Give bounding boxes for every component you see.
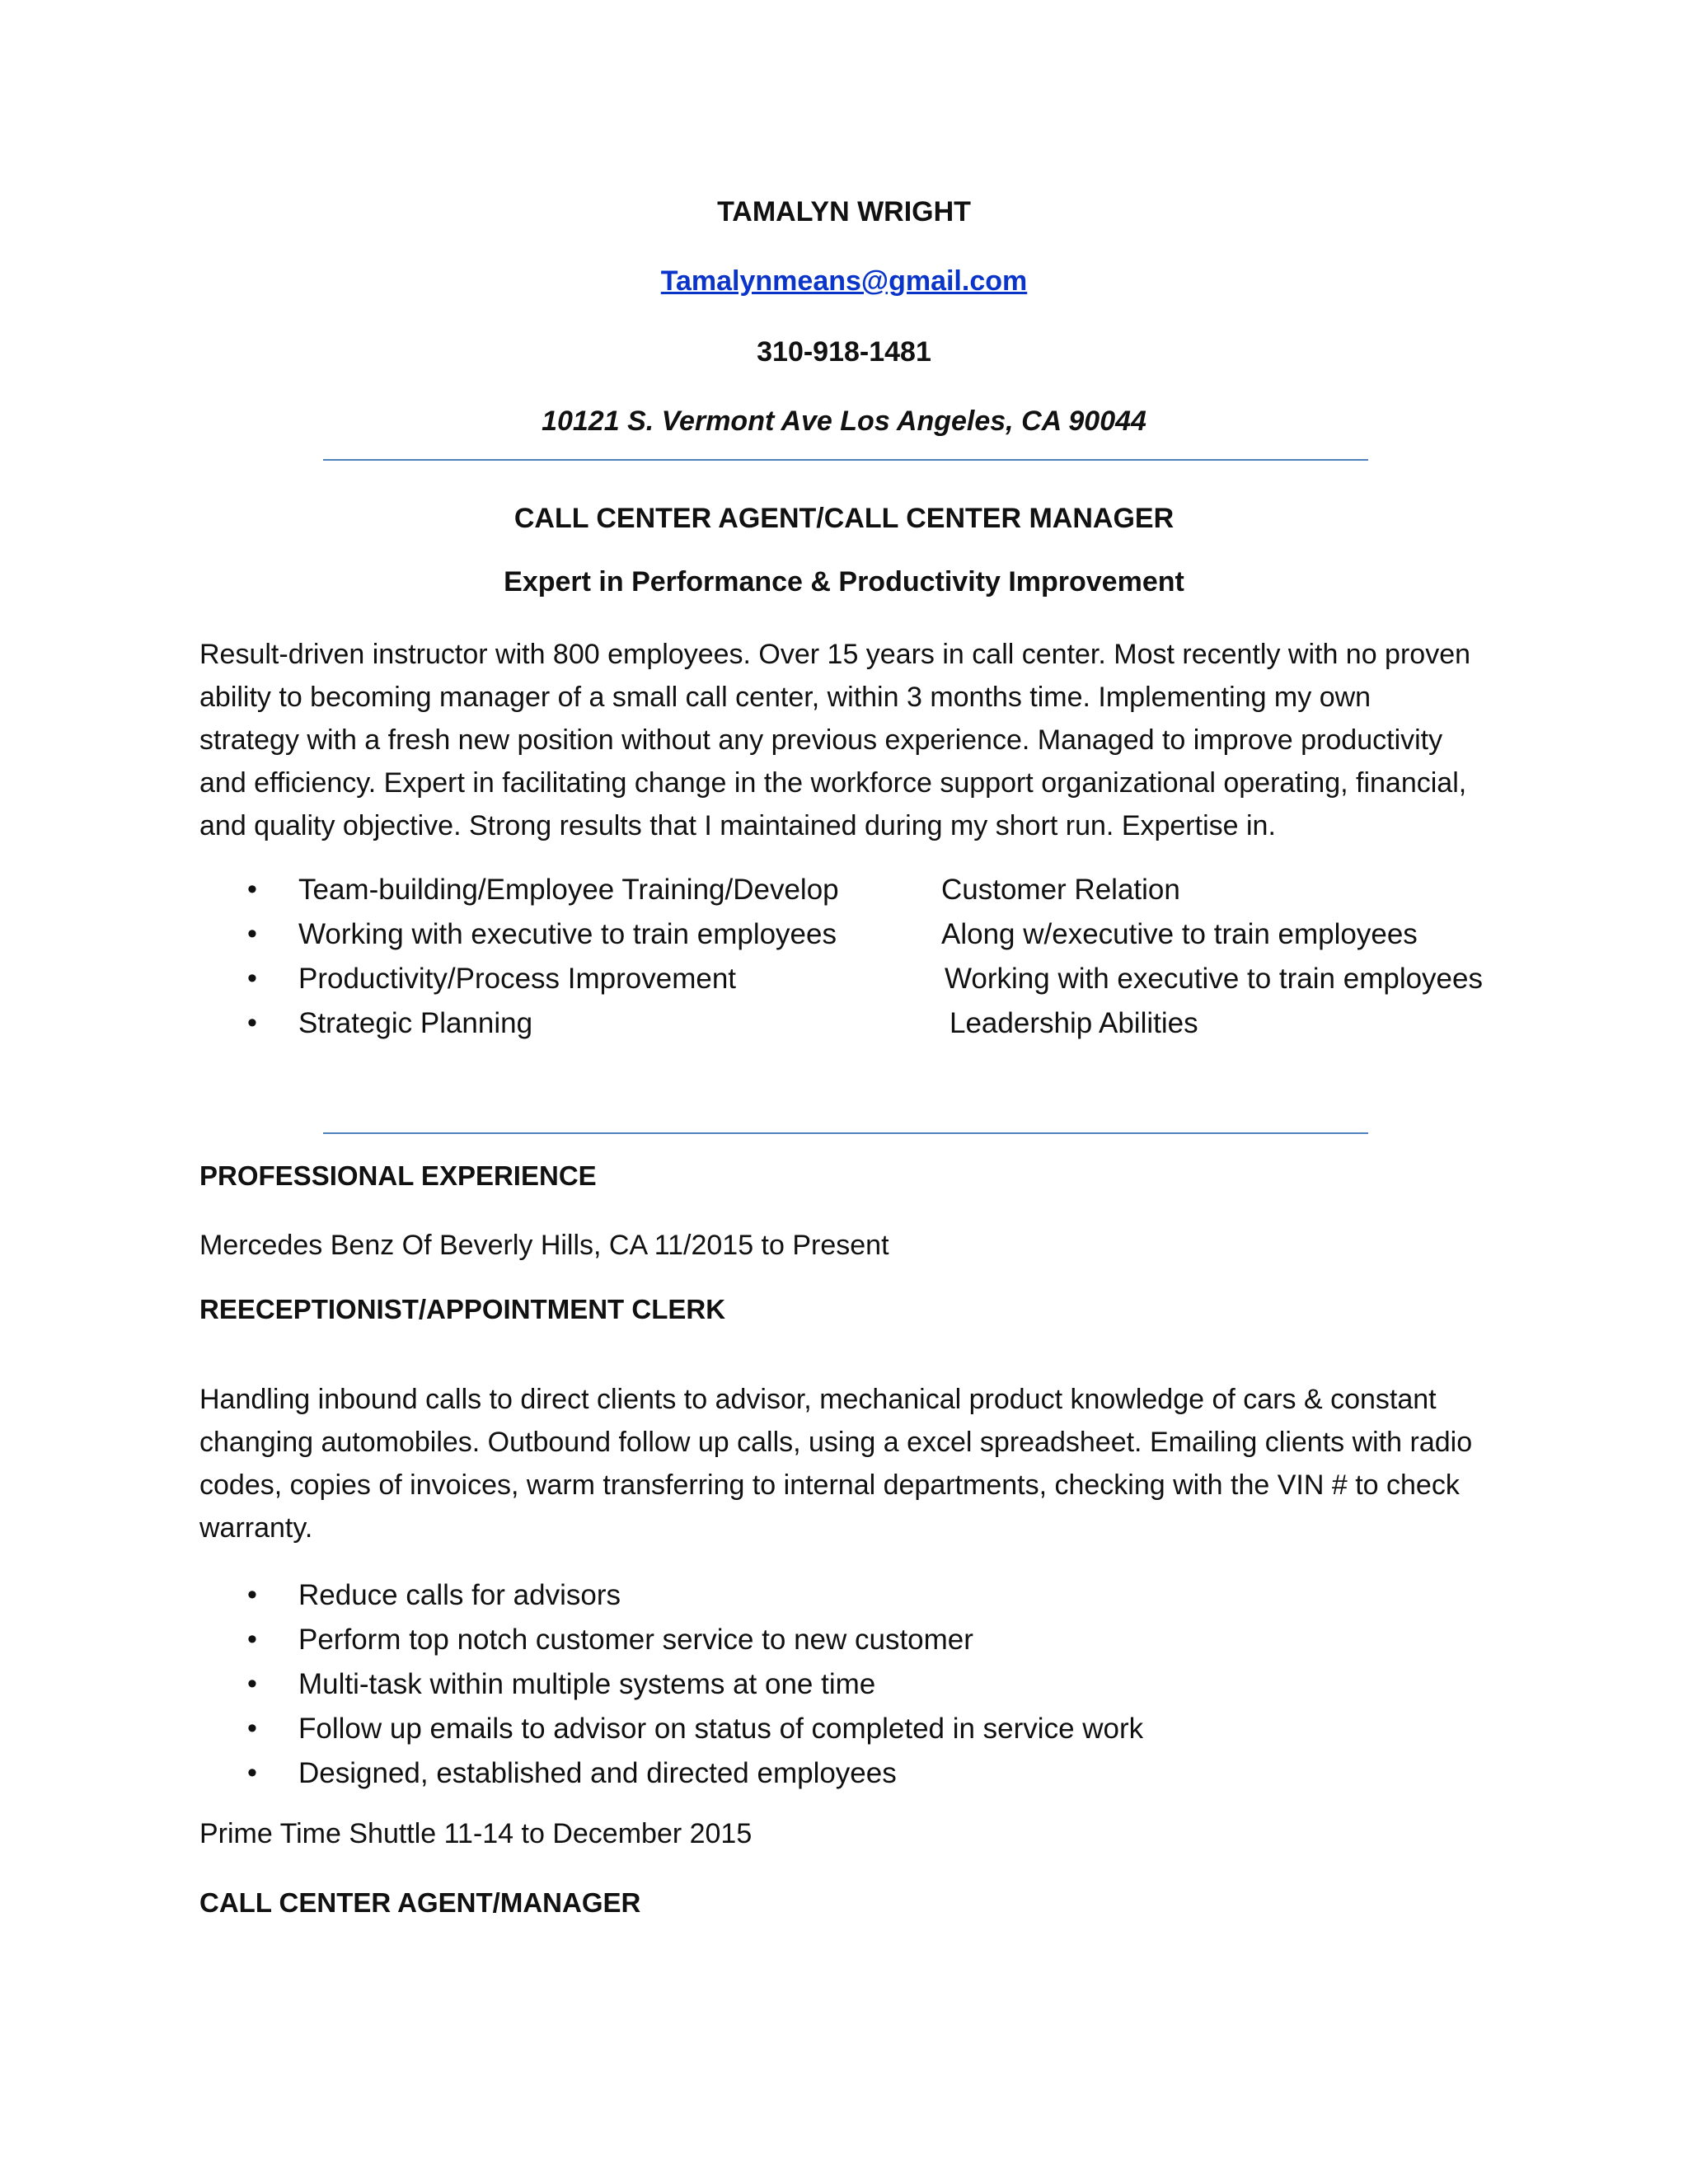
bullet-icon: • <box>247 1757 257 1788</box>
job-bullets <box>0 1579 1688 1802</box>
summary-paragraph <box>199 633 1502 847</box>
skills-list <box>0 874 1688 1052</box>
job-description <box>199 1378 1502 1549</box>
header-divider <box>323 459 1368 461</box>
summary-line: ability to becoming manager of a small call center, within 3 months time. Implementing my own <box>199 682 1372 713</box>
bullet-icon: • <box>247 963 257 994</box>
bullet-icon: • <box>247 1713 257 1744</box>
list-item-text: Multi-task within multiple systems at one time <box>298 1668 876 1700</box>
list-item-text: Designed, established and directed employees <box>298 1757 897 1789</box>
description-line: codes, copies of invoices, warm transferring to internal departments, checking with the VIN # to check <box>199 1469 1460 1501</box>
bullet-icon: • <box>247 1668 257 1699</box>
section-title-experience: PROFESSIONAL EXPERIENCE <box>199 1160 597 1191</box>
applicant-name: TAMALYN WRIGHT <box>717 196 971 227</box>
address: 10121 S. Vermont Ave Los Angeles, CA 90044 <box>542 405 1146 437</box>
list-item-text: Perform top notch customer service to new customer <box>298 1624 973 1656</box>
bullet-icon: • <box>247 1624 257 1655</box>
list-item-text: Follow up emails to advisor on status of completed in service work <box>298 1713 1144 1745</box>
skill-row <box>0 918 1688 963</box>
list-item <box>0 1624 1688 1668</box>
skill-right: Working with executive to train employees <box>945 963 1483 995</box>
job-role: CALL CENTER AGENT/MANAGER <box>199 1887 641 1918</box>
bullet-icon: • <box>247 918 257 949</box>
skill-row <box>0 1007 1688 1052</box>
job-company: Prime Time Shuttle 11-14 to December 2015 <box>199 1818 753 1849</box>
section-divider <box>323 1132 1368 1134</box>
skill-left: Team-building/Employee Training/Develop <box>298 874 839 906</box>
resume-subtitle: Expert in Performance & Productivity Improvement <box>504 566 1184 598</box>
bullet-icon: • <box>247 874 257 905</box>
skill-row <box>0 963 1688 1007</box>
description-line: Handling inbound calls to direct clients to advisor, mechanical product knowledge of cars & constant <box>199 1384 1437 1415</box>
list-item <box>0 1713 1688 1757</box>
email-link[interactable]: Tamalynmeans@gmail.com <box>660 265 1028 297</box>
phone-number: 310-918-1481 <box>757 336 931 368</box>
summary-line: Result-driven instructor with 800 employees. Over 15 years in call center. Most recently with no proven <box>199 639 1471 670</box>
skill-right: Along w/executive to train employees <box>941 918 1418 950</box>
list-item <box>0 1757 1688 1802</box>
bullet-icon: • <box>247 1007 257 1038</box>
summary-line: and efficiency. Expert in facilitating change in the workforce support organizational operating, financial, <box>199 767 1467 799</box>
bullet-icon: • <box>247 1579 257 1610</box>
skill-row <box>0 874 1688 918</box>
job-company: Mercedes Benz Of Beverly Hills, CA 11/2015 to Present <box>199 1230 889 1261</box>
job-role: REECEPTIONIST/APPOINTMENT CLERK <box>199 1294 726 1324</box>
resume-title: CALL CENTER AGENT/CALL CENTER MANAGER <box>513 503 1175 534</box>
summary-line: and quality objective. Strong results that I maintained during my short run. Expertise in. <box>199 810 1276 841</box>
description-line: warranty. <box>199 1512 313 1544</box>
list-item <box>0 1668 1688 1713</box>
list-item-text: Reduce calls for advisors <box>298 1579 621 1611</box>
skill-left: Productivity/Process Improvement <box>298 963 737 995</box>
skill-right: Customer Relation <box>941 874 1180 906</box>
skill-right: Leadership Abilities <box>950 1007 1198 1039</box>
list-item <box>0 1579 1688 1624</box>
summary-line: strategy with a fresh new position without any previous experience. Managed to improve productivity <box>199 724 1443 756</box>
skill-left: Working with executive to train employees <box>298 918 837 950</box>
description-line: changing automobiles. Outbound follow up calls, using a excel spreadsheet. Emailing clients with radio <box>199 1427 1473 1458</box>
skill-left: Strategic Planning <box>298 1007 533 1039</box>
